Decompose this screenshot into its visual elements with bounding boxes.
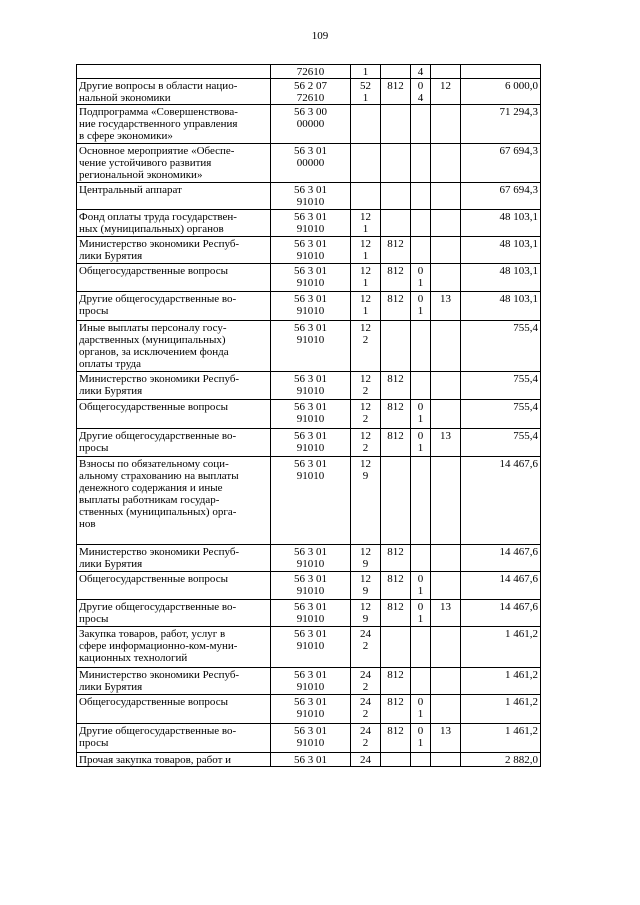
section-cell [411,210,431,237]
table-row [77,695,541,724]
cell-text: 56 3 01 00000 [294,145,327,169]
table-row [77,400,541,429]
ministry-code-cell [381,457,411,545]
cell-text: 24 2 [360,669,371,693]
cell-text: Министерство экономики Респуб- лики Бурятия [79,546,240,570]
item-name-cell [77,372,271,400]
ministry-code-cell [381,144,411,183]
subsection-cell [431,105,461,144]
cell-text: 1 461,2 [505,696,538,708]
cell-text: Общегосударственные вопросы [79,401,228,413]
table-row [77,105,541,144]
amount-cell [461,695,541,724]
item-name-cell [77,105,271,144]
target-article-cell [271,65,351,79]
cell-text: 1 [362,66,369,78]
cell-text: 56 3 01 91010 [294,293,327,317]
cell-text: 12 9 [360,546,371,570]
expense-type-cell [351,372,381,400]
cell-text: 56 3 01 91010 [294,546,327,570]
cell-text: 0 1 [417,293,424,317]
amount-cell [461,429,541,457]
expense-type-cell [351,668,381,695]
section-cell [411,292,431,321]
subsection-cell [431,144,461,183]
cell-text: 12 9 [360,573,371,597]
table-row [77,237,541,264]
ministry-code-cell [381,292,411,321]
cell-text: 12 2 [360,430,371,454]
cell-text: 56 3 01 91010 [294,265,327,289]
cell-text: 56 3 01 91010 [294,696,327,720]
cell-text: 812 [387,401,404,413]
cell-text: 812 [387,601,404,613]
table-body [77,65,541,767]
item-name-cell [77,724,271,753]
amount-cell [461,79,541,105]
subsection-cell [431,600,461,627]
section-cell [411,429,431,457]
table-row [77,183,541,210]
expense-type-cell [351,600,381,627]
target-article-cell [271,321,351,372]
cell-text: 13 [440,430,451,442]
cell-text: Другие общегосударственные во- просы [79,293,237,317]
target-article-cell [271,724,351,753]
cell-text: 0 1 [417,430,424,454]
target-article-cell [271,79,351,105]
cell-text: 48 103,1 [499,238,538,250]
amount-cell [461,372,541,400]
cell-text: 755,4 [513,322,538,334]
amount-cell [461,237,541,264]
section-cell [411,237,431,264]
target-article-cell [271,429,351,457]
cell-text: 12 1 [360,211,371,235]
cell-text: 56 3 01 91010 [294,211,327,235]
cell-text: 812 [387,696,404,708]
cell-text: 56 2 07 72610 [294,80,327,104]
ministry-code-cell [381,183,411,210]
page-number: 109 [311,30,329,42]
cell-text: 0 1 [417,401,424,425]
subsection-cell [431,183,461,210]
expense-type-cell [351,210,381,237]
expense-type-cell [351,105,381,144]
ministry-code-cell [381,237,411,264]
cell-text: Другие общегосударственные во- просы [79,601,237,625]
cell-text: 14 467,6 [499,573,538,585]
cell-text: Взносы по обязательному соци- альному страхованию на выплаты денежного содержания и иные выплаты работникам государ- ственных (муниципальных) орга- нов [79,458,239,530]
section-cell [411,79,431,105]
section-cell [411,65,431,79]
cell-text: 2 882,0 [505,754,538,766]
cell-text: 48 103,1 [499,211,538,223]
cell-text: 56 3 01 [294,754,327,766]
ministry-code-cell [381,210,411,237]
target-article-cell [271,264,351,292]
subsection-cell [431,79,461,105]
item-name-cell [77,457,271,545]
subsection-cell [431,724,461,753]
cell-text: 812 [387,573,404,585]
cell-text: Подпрограмма «Совершенствова- ние государственного управления в сфере экономики» [79,106,238,142]
cell-text: 67 694,3 [499,145,538,157]
amount-cell [461,545,541,572]
amount-cell [461,144,541,183]
item-name-cell [77,65,271,79]
expense-type-cell [351,753,381,767]
cell-text: 56 3 01 91010 [294,669,327,693]
cell-text: 24 [360,754,371,766]
table-row [77,264,541,292]
ministry-code-cell [381,600,411,627]
expense-type-cell [351,264,381,292]
item-name-cell [77,79,271,105]
cell-text: 755,4 [513,401,538,413]
cell-text: 1 461,2 [505,725,538,737]
section-cell [411,572,431,600]
section-cell [411,144,431,183]
amount-cell [461,105,541,144]
ministry-code-cell [381,753,411,767]
cell-text: 56 3 01 91010 [294,184,327,208]
cell-text: 24 2 [360,725,371,749]
item-name-cell [77,144,271,183]
amount-cell [461,65,541,79]
cell-text: 24 2 [360,696,371,720]
cell-text: 56 3 01 91010 [294,373,327,397]
cell-text: 14 467,6 [499,601,538,613]
amount-cell [461,668,541,695]
amount-cell [461,457,541,545]
ministry-code-cell [381,572,411,600]
target-article-cell [271,144,351,183]
expense-type-cell [351,79,381,105]
expense-type-cell [351,65,381,79]
subsection-cell [431,695,461,724]
cell-text: 812 [387,546,404,558]
subsection-cell [431,264,461,292]
subsection-cell [431,210,461,237]
cell-text: 755,4 [513,373,538,385]
item-name-cell [77,321,271,372]
cell-text: 12 2 [360,322,371,346]
expense-type-cell [351,545,381,572]
subsection-cell [431,292,461,321]
amount-cell [461,753,541,767]
amount-cell [461,600,541,627]
cell-text: 0 1 [417,725,424,749]
cell-text: 1 461,2 [505,628,538,640]
cell-text: Основное мероприятие «Обеспе- чение устойчивого развития региональной экономики» [79,145,235,181]
item-name-cell [77,695,271,724]
cell-text: 12 1 [360,265,371,289]
section-cell [411,545,431,572]
amount-cell [461,210,541,237]
amount-cell [461,183,541,210]
table-row [77,545,541,572]
cell-text: 12 1 [360,238,371,262]
amount-cell [461,264,541,292]
table-row [77,79,541,105]
subsection-cell [431,429,461,457]
section-cell [411,105,431,144]
ministry-code-cell [381,668,411,695]
cell-text: 13 [440,293,451,305]
cell-text: Министерство экономики Респуб- лики Бурятия [79,373,240,397]
cell-text: 56 3 01 91010 [294,401,327,425]
cell-text: 56 3 01 91010 [294,725,327,749]
subsection-cell [431,753,461,767]
section-cell [411,600,431,627]
item-name-cell [77,264,271,292]
subsection-cell [431,372,461,400]
ministry-code-cell [381,429,411,457]
item-name-cell [77,545,271,572]
subsection-cell [431,627,461,668]
table-row [77,144,541,183]
amount-cell [461,572,541,600]
section-cell [411,668,431,695]
target-article-cell [271,105,351,144]
item-name-cell [77,210,271,237]
cell-text: 13 [440,725,451,737]
subsection-cell [431,237,461,264]
cell-text: 812 [387,373,404,385]
cell-text: 812 [387,293,404,305]
ministry-code-cell [381,545,411,572]
cell-text: 6 000,0 [505,80,538,92]
target-article-cell [271,183,351,210]
amount-cell [461,292,541,321]
ministry-code-cell [381,372,411,400]
cell-text: Другие общегосударственные во- просы [79,430,237,454]
table-row [77,627,541,668]
expense-type-cell [351,572,381,600]
subsection-cell [431,400,461,429]
expense-type-cell [351,695,381,724]
cell-text: 14 467,6 [499,546,538,558]
cell-text: 48 103,1 [499,265,538,277]
cell-text: 48 103,1 [499,293,538,305]
subsection-cell [431,572,461,600]
cell-text: 0 4 [417,80,424,104]
expense-type-cell [351,457,381,545]
target-article-cell [271,292,351,321]
target-article-cell [271,753,351,767]
item-name-cell [77,600,271,627]
item-name-cell [77,292,271,321]
cell-text: 755,4 [513,430,538,442]
amount-cell [461,724,541,753]
item-name-cell [77,627,271,668]
table-row [77,429,541,457]
cell-text: Общегосударственные вопросы [79,696,228,708]
expense-type-cell [351,321,381,372]
amount-cell [461,321,541,372]
target-article-cell [271,600,351,627]
ministry-code-cell [381,264,411,292]
cell-text: 812 [387,669,404,681]
cell-text: 13 [440,601,451,613]
item-name-cell [77,429,271,457]
cell-text: 56 3 00 00000 [294,106,327,130]
expense-type-cell [351,724,381,753]
subsection-cell [431,457,461,545]
expense-type-cell [351,627,381,668]
section-cell [411,372,431,400]
subsection-cell [431,545,461,572]
cell-text: 14 467,6 [499,458,538,470]
section-cell [411,264,431,292]
table-row [77,600,541,627]
table-row [77,753,541,767]
cell-text: Фонд оплаты труда государствен- ных (муниципальных) органов [79,211,237,235]
cell-text: 24 2 [360,628,371,652]
subsection-cell [431,668,461,695]
section-cell [411,753,431,767]
cell-text: 12 9 [360,601,371,625]
target-article-cell [271,572,351,600]
expense-type-cell [351,237,381,264]
cell-text: 0 1 [417,601,424,625]
cell-text: 812 [387,430,404,442]
cell-text: 56 3 01 91010 [294,430,327,454]
target-article-cell [271,668,351,695]
section-cell [411,183,431,210]
item-name-cell [77,183,271,210]
cell-text: 0 1 [417,265,424,289]
section-cell [411,321,431,372]
ministry-code-cell [381,79,411,105]
cell-text: 12 9 [360,458,371,482]
budget-table [76,64,541,767]
section-cell [411,724,431,753]
cell-text: 71 294,3 [499,106,538,118]
target-article-cell [271,695,351,724]
target-article-cell [271,545,351,572]
table-row [77,292,541,321]
item-name-cell [77,668,271,695]
cell-text: Иные выплаты персоналу госу- дарственных (муниципальных) органов, за исключением фонда оплаты труда [79,322,229,370]
expense-type-cell [351,144,381,183]
target-article-cell [271,372,351,400]
section-cell [411,457,431,545]
cell-text: 56 3 01 91010 [294,573,327,597]
item-name-cell [77,753,271,767]
cell-text: 12 [440,80,451,92]
cell-text: Закупка товаров, работ, услуг в сфере информационно-ком-муни- кационных технологий [79,628,238,664]
amount-cell [461,400,541,429]
cell-text: 812 [387,725,404,737]
table-row [77,457,541,545]
cell-text: Другие общегосударственные во- просы [79,725,237,749]
cell-text: Общегосударственные вопросы [79,265,228,277]
table-row [77,210,541,237]
amount-cell [461,627,541,668]
ministry-code-cell [381,400,411,429]
table-row [77,321,541,372]
item-name-cell [77,237,271,264]
item-name-cell [77,572,271,600]
ministry-code-cell [381,695,411,724]
target-article-cell [271,237,351,264]
cell-text: 12 2 [360,401,371,425]
cell-text: 12 1 [360,293,371,317]
item-name-cell [77,400,271,429]
cell-text: 67 694,3 [499,184,538,196]
cell-text: 72610 [296,66,325,78]
ministry-code-cell [381,321,411,372]
ministry-code-cell [381,724,411,753]
cell-text: Министерство экономики Респуб- лики Бурятия [79,238,240,262]
cell-text: 12 2 [360,373,371,397]
cell-text: 812 [387,80,404,92]
expense-type-cell [351,400,381,429]
cell-text: 56 3 01 91010 [294,238,327,262]
ministry-code-cell [381,627,411,668]
cell-text: Министерство экономики Респуб- лики Бурятия [79,669,240,693]
section-cell [411,400,431,429]
cell-text: 56 3 01 91010 [294,628,327,652]
cell-text: 52 1 [360,80,371,104]
cell-text: 56 3 01 91010 [294,601,327,625]
table-row [77,372,541,400]
cell-text: Другие вопросы в области нацио- нальной экономики [79,80,238,104]
subsection-cell [431,321,461,372]
cell-text: 812 [387,238,404,250]
cell-text: 56 3 01 91010 [294,458,327,482]
cell-text: 1 461,2 [505,669,538,681]
target-article-cell [271,627,351,668]
cell-text: Общегосударственные вопросы [79,573,228,585]
cell-text: Центральный аппарат [79,184,182,196]
ministry-code-cell [381,65,411,79]
cell-text: 0 1 [417,573,424,597]
cell-text: Прочая закупка товаров, работ и [79,754,232,766]
target-article-cell [271,457,351,545]
table-row [77,572,541,600]
section-cell [411,627,431,668]
cell-text: 4 [417,66,424,78]
target-article-cell [271,210,351,237]
cell-text: 56 3 01 91010 [294,322,327,346]
cell-text: 812 [387,265,404,277]
expense-type-cell [351,429,381,457]
target-article-cell [271,400,351,429]
table-row [77,65,541,79]
expense-type-cell [351,292,381,321]
expense-type-cell [351,183,381,210]
section-cell [411,695,431,724]
table-row [77,724,541,753]
ministry-code-cell [381,105,411,144]
cell-text: 0 1 [417,696,424,720]
subsection-cell [431,65,461,79]
table-row [77,668,541,695]
